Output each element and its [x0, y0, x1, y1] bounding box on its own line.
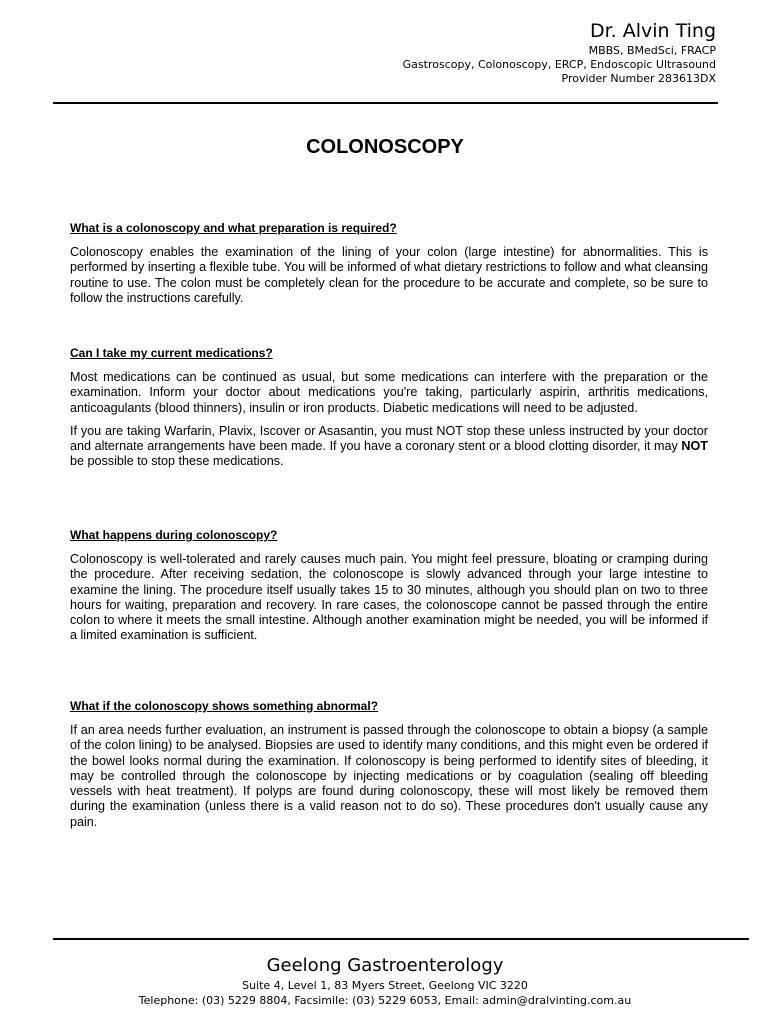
- section-heading: What if the colonoscopy shows something abnormal?: [70, 699, 379, 713]
- footer: [0, 954, 770, 1008]
- footer-divider: [53, 938, 749, 940]
- provider-number: Provider Number 283613DX: [561, 72, 716, 85]
- section-preparation: [70, 221, 708, 314]
- warning-text-start: If you are taking Warfarin, Plavix, Iscover or Asasantin, you must NOT stop these unless instructed by your doctor and alternate arrangements have been made. If you have a coronary stent or a blood clotting disorder, it may: [70, 423, 708, 454]
- section-medications: [70, 346, 708, 478]
- section-paragraph: Colonoscopy enables the examination of the lining of your colon (large intestine) for abnormalities. This is performed by inserting a flexible tube. You will be informed of what dietary restrictions to follow and what cleansing routine to use. The colon must be completely clean for the procedure to be accurate and complete, so be sure to follow the instructions carefully.: [70, 245, 708, 305]
- warning-text-end: be possible to stop these medications.: [70, 454, 284, 469]
- section-abnormal-findings: [70, 699, 708, 838]
- procedures-list: Gastroscopy, Colonoscopy, ERCP, Endoscopic Ultrasound: [402, 58, 716, 71]
- section-heading: Can I take my current medications?: [70, 346, 273, 360]
- section-paragraph: If an area needs further evaluation, an instrument is passed through the colonoscope to obtain a biopsy (a sample of the colon lining) to be analysed. Biopsies are used to identify many conditions, and this might even be ordered if the bowel looks normal during the examination. If colonoscopy is being performed to identify sites of bleeding, it may be controlled through the colonoscope by injecting medications or by coagulation (sealing off bleeding vessels with heat treatment). If polyps are found during colonoscopy, these will most likely be removed them during the examination (unless there is a valid reason not to do so). These procedures don't usually cause any pain.: [70, 723, 708, 829]
- section-heading: What is a colonoscopy and what preparation is required?: [70, 221, 397, 235]
- section-procedure: [70, 528, 708, 652]
- section-paragraph: Colonoscopy is well-tolerated and rarely causes much pain. You might feel pressure, bloating or cramping during the procedure. After receiving sedation, the colonoscope is slowly advanced through your large intestine to examine the lining. The procedure itself usually takes 15 to 30 minutes, although you should plan on two to three hours for waiting, preparation and recovery. In rare cases, the colonoscope cannot be passed through the entire colon to where it meets the small intestine. Although another examination might be needed, you will be informed if a limited examination is sufficient.: [70, 552, 708, 643]
- section-paragraph: Most medications can be continued as usual, but some medications can interfere with the preparation or the examination. Inform your doctor about medications you're taking, particularly aspirin, arthritis medications, anticoagulants (blood thinners), insulin or iron products. Diabetic medications will need to be adjusted.: [70, 370, 708, 415]
- practice-name: Geelong Gastroenterology: [266, 955, 504, 976]
- warning-emphasis: NOT: [681, 439, 708, 454]
- page-title: COLONOSCOPY: [306, 136, 464, 158]
- practice-address: Suite 4, Level 1, 83 Myers Street, Geelong VIC 3220: [242, 979, 528, 992]
- practice-contact: Telephone: (03) 5229 8804, Facsimile: (03) 5229 6053, Email: admin@dralvinting.com.au: [138, 994, 632, 1007]
- section-paragraph-warning: [70, 424, 708, 470]
- section-heading: What happens during colonoscopy?: [70, 528, 278, 542]
- qualifications: MBBS, BMedSci, FRACP: [588, 44, 716, 57]
- header-divider: [53, 102, 718, 104]
- letterhead: [403, 18, 716, 86]
- doctor-name: Dr. Alvin Ting: [589, 20, 716, 42]
